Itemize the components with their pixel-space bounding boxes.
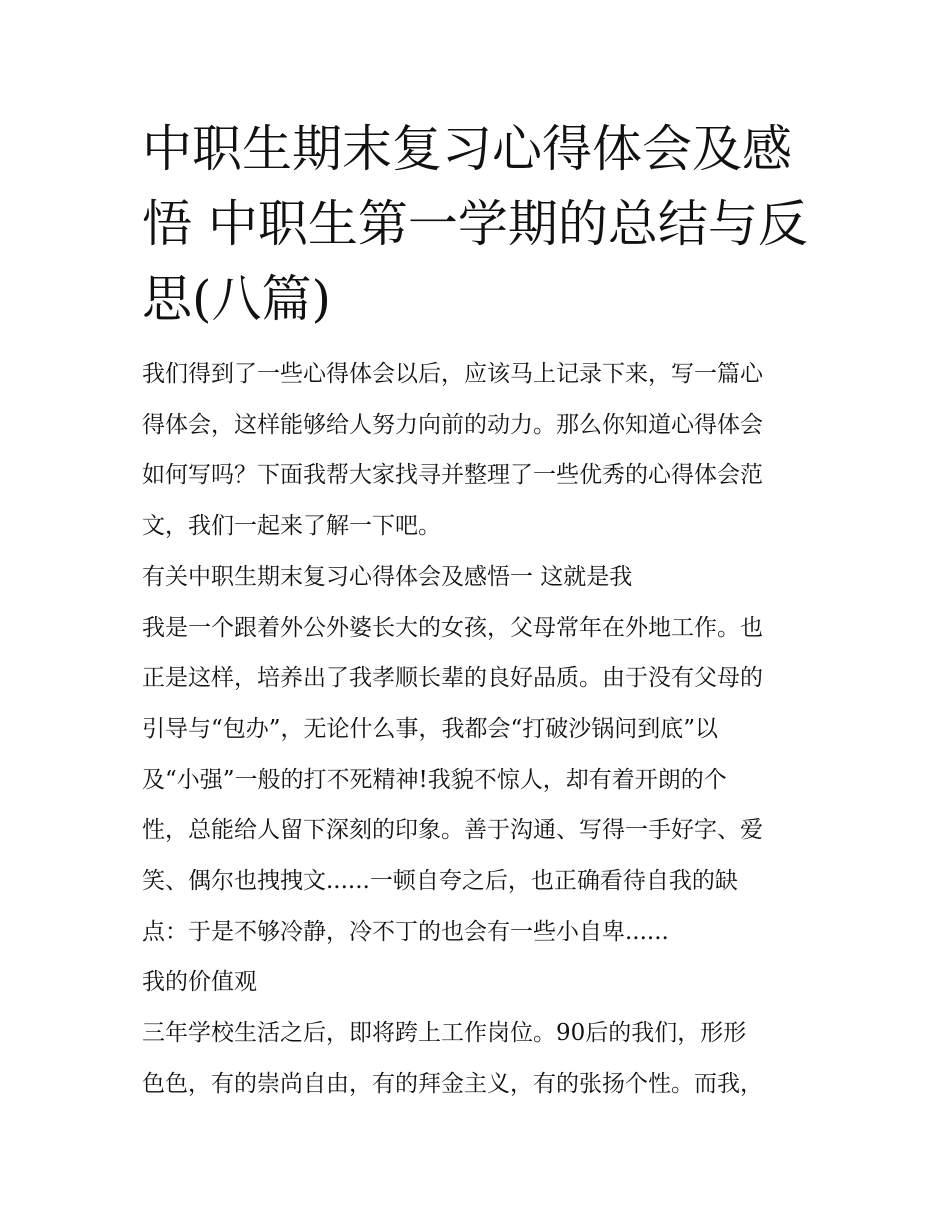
- intro-paragraph: [142, 349, 814, 552]
- document-body: [142, 349, 814, 1110]
- text-line: 正是这样，培养出了我孝顺长辈的良好品质。由于没有父母的: [142, 665, 763, 692]
- text-line: 色色，有的崇尚自由，有的拜金主义，有的张扬个性。而我，: [142, 1070, 763, 1097]
- text-line: 点：于是不够冷静，冷不丁的也会有一些小自卑......: [142, 918, 669, 945]
- text-line: 及“小强”一般的打不死精神!我貌不惊人，却有着开朗的个: [142, 766, 727, 793]
- text-line: 笑、偶尔也拽拽文......一顿自夸之后，也正确看待自我的缺: [142, 868, 738, 895]
- text-line: 我的价值观: [142, 969, 257, 996]
- title-line-2: 悟 中职生第一学期的总结与反: [142, 195, 808, 253]
- text-line: 性，总能给人留下深刻的印象。善于沟通、写得一手好字、爱: [142, 817, 763, 844]
- section-heading-values: [142, 957, 814, 1008]
- values-paragraph: [142, 1008, 814, 1109]
- text-line: 文，我们一起来了解一下吧。: [142, 513, 441, 540]
- text-line: 我们得到了一些心得体会以后，应该马上记录下来，写一篇心: [142, 361, 763, 387]
- title-line-3: 思(八篇): [142, 270, 332, 328]
- text-line: 引导与“包办”，无论什么事，我都会“打破沙锅问到底”以: [142, 715, 719, 742]
- text-line: 如何写吗？下面我帮大家找寻并整理了一些优秀的心得体会范: [142, 462, 763, 489]
- text-line: 我是一个跟着外公外婆长大的女孩，父母常年在外地工作。也: [142, 614, 763, 641]
- text-line: 三年学校生活之后，即将跨上工作岗位。90后的我们，形形: [142, 1020, 747, 1047]
- section-heading-1: [142, 552, 814, 603]
- text-line: 有关中职生期末复习心得体会及感悟一 这就是我: [142, 563, 633, 590]
- title-line-1: 中职生期末复习心得体会及感: [142, 120, 792, 178]
- text-line: 得体会，这样能够给人努力向前的动力。那么你知道心得体会: [142, 411, 763, 438]
- document-title: [142, 112, 814, 337]
- document-page: [142, 112, 814, 1110]
- about-me-paragraph: [142, 603, 814, 958]
